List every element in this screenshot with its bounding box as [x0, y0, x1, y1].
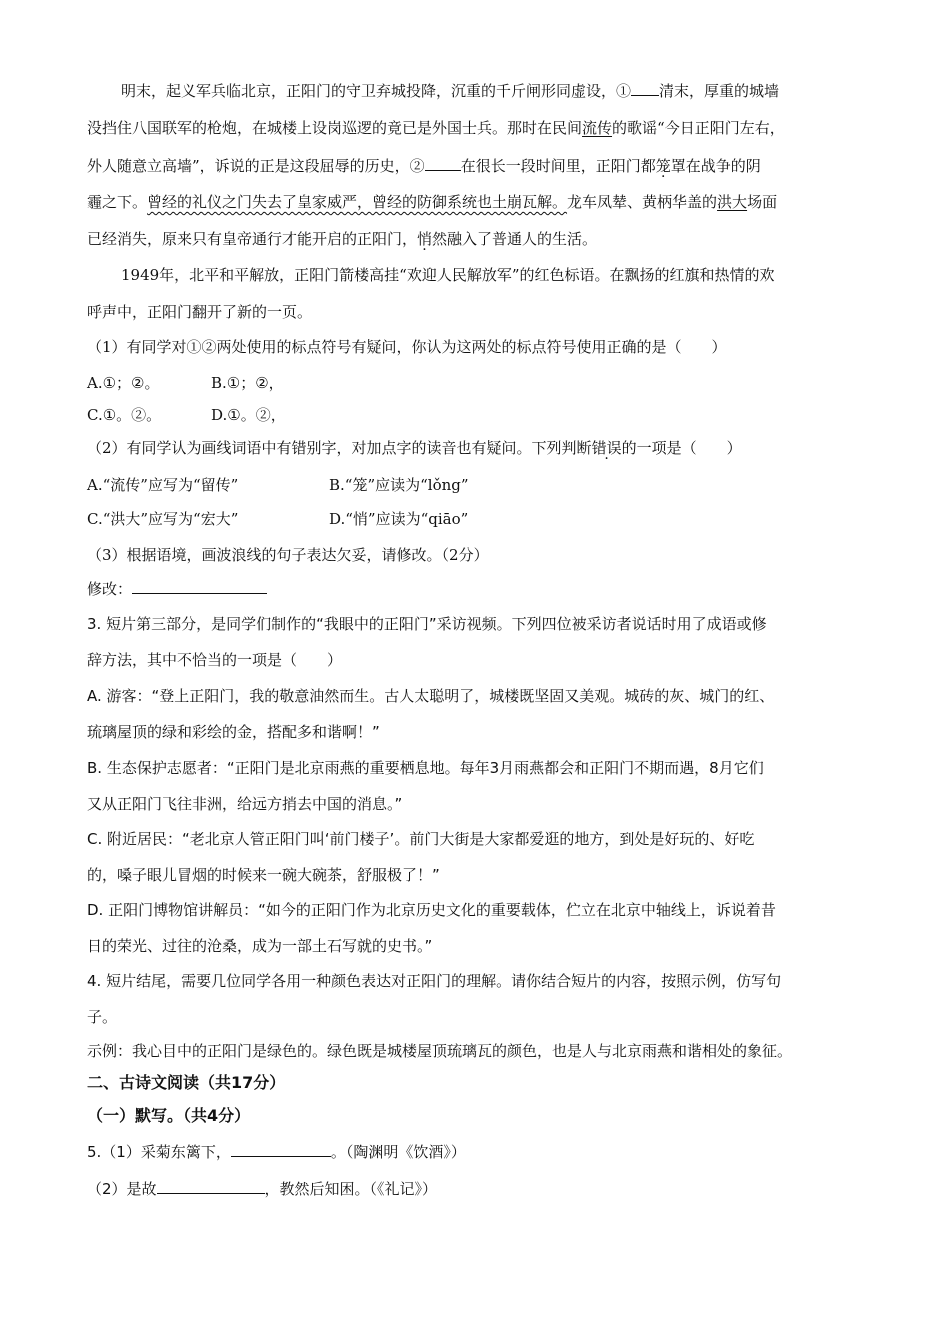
example-sentence: 示例：我心目中的正阳门是绿色的。绿色既是城楼屋顶琉璃瓦的颜色，也是人与北京雨燕和谐相处的象征。 — [87, 1042, 793, 1060]
dotted-char-long: 笼 — [655, 157, 671, 175]
option-c-line[interactable]: C. 附近居民：“老北京人管正阳门叫‘前门楼子’。前门大街是大家都爱逛的地方，到处是好玩的、好吃 — [87, 830, 755, 848]
option-c[interactable]: C.“洪大”应写为“宏大” — [87, 510, 239, 528]
text: 然融入了普通人的生活。 — [432, 230, 598, 248]
option-c-line: 的，嗓子眼儿冒烟的时候来一碗大碗茶，舒服极了！” — [87, 866, 440, 884]
answer-line — [87, 578, 877, 599]
passage-line — [87, 118, 877, 138]
text: 的歌谣“今日正阳门左右， — [612, 119, 785, 137]
text: 已经消失，原来只有皇帝通行才能开启的正阳门， — [87, 230, 418, 248]
option-b-line[interactable]: B. 生态保护志愿者：“正阳门是北京雨燕的重要栖息地。每年3月雨燕都会和正阳门不期而遇，8月它们 — [87, 759, 764, 777]
option-a[interactable]: A.“流传”应写为“留传” — [87, 476, 239, 494]
fill-blank-2[interactable] — [425, 155, 461, 171]
section-title: 二、古诗文阅读（共17分） — [87, 1073, 286, 1092]
dictation-blank-2[interactable] — [157, 1178, 265, 1194]
text: ，教然后知困。（《礼记》） — [264, 1180, 438, 1198]
text: （2）有同学认为画线词语中有错别字，对加点字的读音也有疑问。下列判断 — [87, 439, 592, 457]
dotted-char-qiao: 悄 — [417, 230, 433, 248]
text: 场面 — [747, 193, 778, 211]
option-a-line: 琉璃屋顶的绿和彩绘的金，搭配多和谐啊！” — [87, 723, 380, 741]
question-stem: 子。 — [87, 1008, 118, 1026]
passage-line: 呼声中，正阳门翻开了新的一页。 — [87, 303, 313, 321]
text: 5.（1）采菊东篱下， — [87, 1143, 231, 1161]
option-c[interactable]: C.①。②。 — [87, 406, 162, 424]
option-d-line[interactable]: D. 正阳门博物馆讲解员：“如今的正阳门作为北京历史文化的重要载体，伫立在北京中轴线上，诉说着昔 — [87, 901, 776, 919]
option-row — [87, 475, 877, 495]
dictation-item — [87, 1178, 877, 1199]
question-stem: （1）有同学对①②两处使用的标点符号有疑问，你认为这两处的标点符号使用正确的是（ ） — [87, 338, 727, 356]
option-b-line: 又从正阳门飞往非洲，给远方捎去中国的消息。” — [87, 795, 403, 813]
passage-line: 1949年，北平和平解放，正阳门箭楼高挂“欢迎人民解放军”的红色标语。在飘扬的红旗和热情的欢 — [121, 266, 775, 284]
option-row — [87, 509, 877, 529]
option-row — [87, 373, 877, 393]
passage-line — [87, 192, 877, 212]
option-a-line[interactable]: A. 游客：“登上正阳门，我的敬意油然而生。古人太聪明了，城楼既坚固又美观。城砖的灰、城门的红、 — [87, 687, 775, 705]
dictation-item — [87, 1141, 877, 1162]
answer-label: 修改： — [87, 580, 133, 598]
text: 外人随意立高墙”，诉说的正是这段屈辱的历史， — [87, 157, 410, 175]
text: （2）是故 — [87, 1180, 157, 1198]
blank-marker-1: ① — [616, 82, 632, 100]
text: 明末，起义军兵临北京，正阳门的守卫弃城投降，沉重的千斤闸形同虚设， — [121, 82, 617, 100]
question-stem: （3）根据语境，画波浪线的句子表达欠妥，请修改。（2分） — [87, 546, 489, 564]
option-b[interactable]: B.“笼”应读为“lǒng” — [329, 476, 469, 494]
question-stem: 4. 短片结尾，需要几位同学各用一种颜色表达对正阳门的理解。请你结合短片的内容，按照示例，仿写句 — [87, 972, 782, 990]
option-d-line: 日的荣光、过往的沧桑，成为一部土石写就的史书。” — [87, 937, 433, 955]
option-row — [87, 405, 877, 425]
blank-marker-2: ② — [409, 157, 425, 175]
text: 清末，厚重的城墙 — [659, 82, 780, 100]
question-stem — [87, 438, 877, 458]
text: 没挡住八国联军的枪炮，在城楼上设岗巡逻的竟已是外国士兵。那时在民间 — [87, 119, 583, 137]
passage-line — [87, 155, 877, 176]
wavy-underlined-sentence: 曾经的礼仪之门失去了皇家威严，曾经的防御系统也土崩瓦解。 — [147, 193, 568, 211]
text: 在很长一段时间里，正阳门都 — [460, 157, 656, 175]
passage-line — [121, 80, 911, 101]
text: 龙车凤辇、黄柄华盖的 — [567, 193, 718, 211]
option-a[interactable]: A.①；②。 — [87, 374, 160, 392]
text: 。（陶渊明《饮酒》） — [330, 1143, 466, 1161]
question-stem: 辞方法，其中不恰当的一项是（ ） — [87, 651, 343, 669]
subsection-title: （一）默写。（共4分） — [87, 1106, 251, 1125]
fill-blank-1[interactable] — [631, 80, 659, 96]
passage-line — [87, 229, 877, 249]
answer-blank[interactable] — [132, 578, 267, 594]
underlined-word-liuchuan: 流传 — [582, 119, 613, 137]
underlined-word-hongda: 洪大 — [717, 193, 748, 211]
option-d[interactable]: D.①。②， — [211, 406, 286, 424]
option-d[interactable]: D.“悄”应读为“qiāo” — [329, 510, 469, 528]
option-b[interactable]: B.①；②， — [211, 374, 284, 392]
emphasized-word: 错误 — [591, 439, 622, 457]
dictation-blank-1[interactable] — [231, 1141, 331, 1157]
question-stem: 3. 短片第三部分，是同学们制作的“我眼中的正阳门”采访视频。下列四位被采访者说话时用了成语或修 — [87, 615, 767, 633]
text: 的一项是（ ） — [621, 439, 742, 457]
text: 霾之下。 — [87, 193, 148, 211]
text: 罩在战争的阴 — [670, 157, 761, 175]
